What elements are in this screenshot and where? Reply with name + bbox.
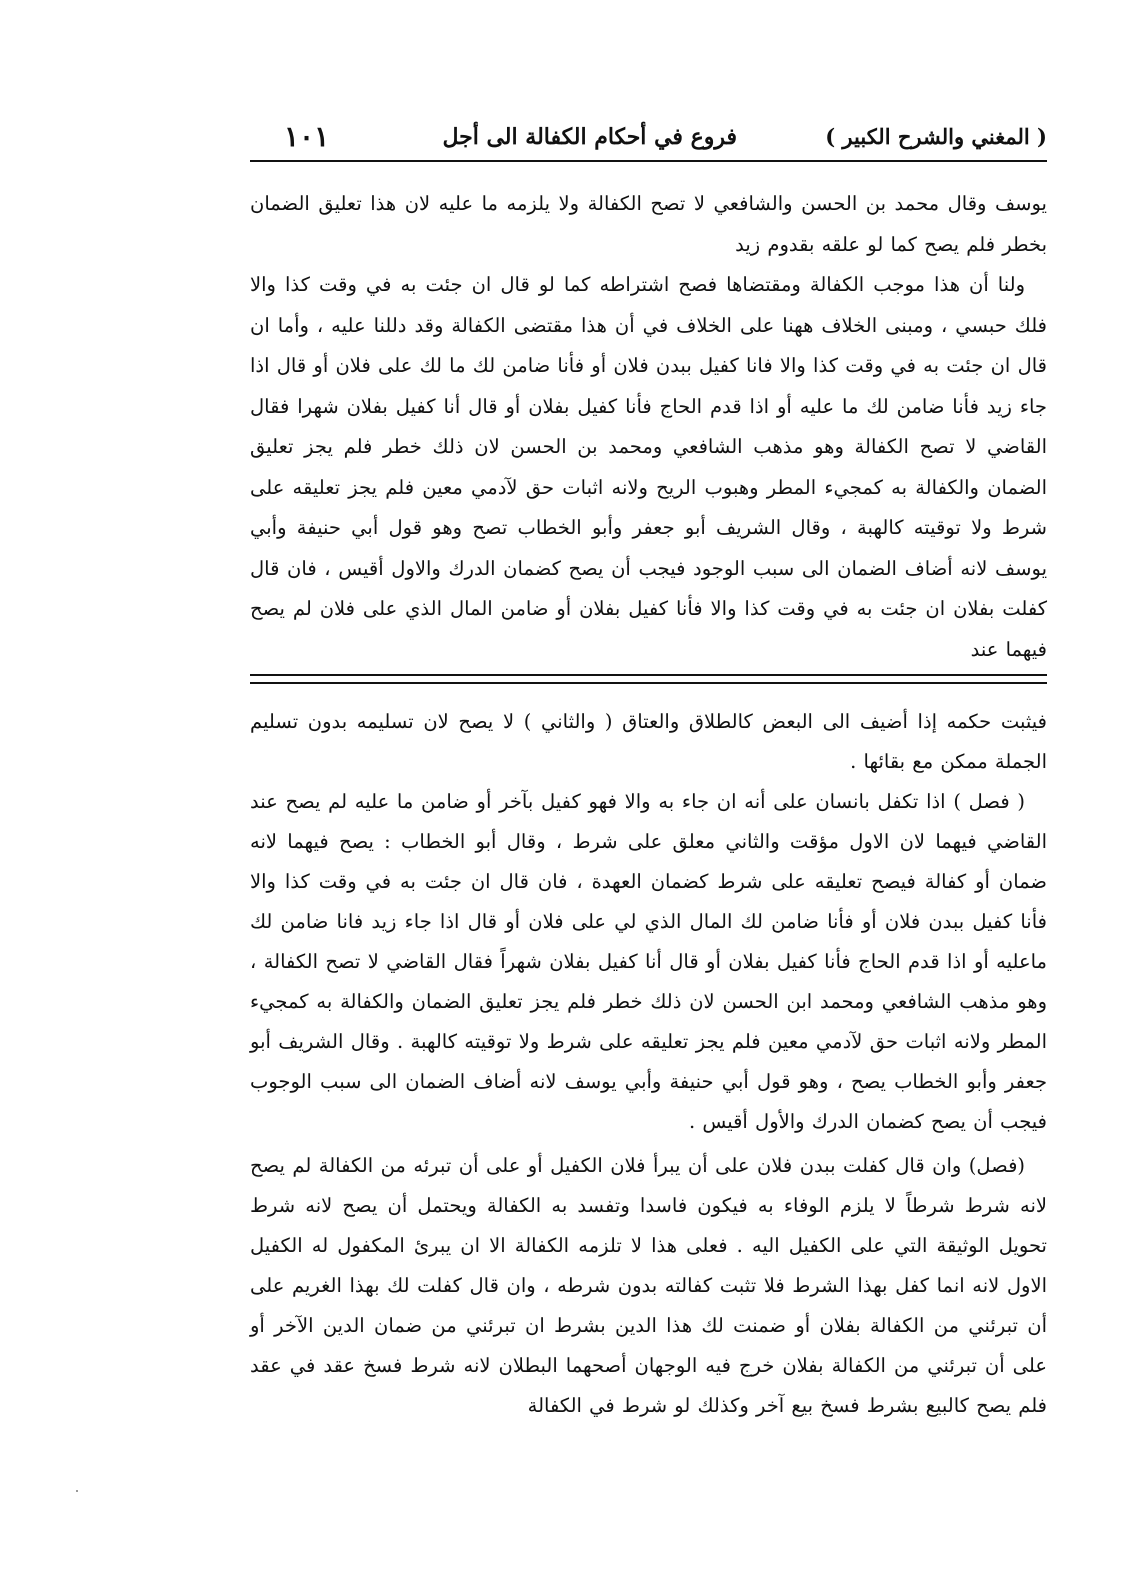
lower-text-section <box>250 702 1047 1426</box>
header-rule <box>250 160 1047 162</box>
paragraph: فيثبت حكمه إذا أضيف الى البعض كالطلاق والعتاق ( والثاني ) لا يصح لان تسليمه بدون تسليم الجملة ممكن مع بقائها . <box>250 710 1047 773</box>
paragraph: يوسف وقال محمد بن الحسن والشافعي لا تصح الكفالة ولا يلزمه ما عليه لان هذا تعليق الضمان بخطر فلم يصح كما لو علقه بقدوم زيد <box>250 192 1047 256</box>
page-number: ١٠١ <box>284 120 330 153</box>
upper-text-section <box>250 184 1047 670</box>
running-header <box>250 118 1047 168</box>
page-content <box>250 118 1047 1417</box>
paragraph: ( فصل ) اذا تكفل بانسان على أنه ان جاء به والا فهو كفيل بآخر أو ضامن ما عليه لم يصح عند القاضي فيهما لان الاول مؤقت والثاني معلق على شرط ، وقال أبو الخطاب : يصح فيهما لانه ضمان أو كفالة فيصح تعليقه على شرط كضمان العهدة ، فان قال ان جئت به في وقت كذا والا فأنا كفيل ببدن فلان أو فأنا ضامن لك المال الذي لي على فلان أو قال اذا جاء زيد فانا ضامن لك ماعليه أو اذا قدم الحاج فأنا كفيل بفلان أو قال أنا كفيل بفلان شهراً فقال القاضي لا تصح الكفالة ، وهو مذهب الشافعي ومحمد ابن الحسن لان ذلك خطر فلم يجز تعليق الضمان والكفالة به كمجيء المطر ولانه اثبات حق لآدمي معين فلم يجز تعليقه على شرط ولا توقيته كالهبة . وقال الشريف أبو جعفر وأبو الخطاب يصح ، وهو قول أبي حنيفة وأبي يوسف لانه أضاف الضمان الى سبب الوجوب فيجب أن يصح كضمان الدرك والأول أقيس . <box>250 790 1047 1133</box>
paragraph: ولنا أن هذا موجب الكفالة ومقتضاها فصح اشتراطه كما لو قال ان جئت به في وقت كذا والا فلك حبسي ، ومبنى الخلاف ههنا على الخلاف في أن هذا مقتضى الكفالة وقد دللنا عليه ، وأما ان قال ان جئت به في وقت كذا والا فانا كفيل ببدن فلان أو فأنا ضامن لك ما لك على فلان أو قال اذا جاء زيد فأنا ضامن لك ما عليه أو اذا قدم الحاج فأنا كفيل بفلان أو قال أنا كفيل بفلان شهرا فقال القاضي لا تصح الكفالة وهو مذهب الشافعي ومحمد بن الحسن لان ذلك خطر فلم يجز تعليق الضمان والكفالة به كمجيء المطر وهبوب الريح ولانه اثبات حق لآدمي معين فلم يجز تعليقه على شرط ولا توقيته كالهبة ، وقال الشريف أبو جعفر وأبو الخطاب تصح وهو قول أبي حنيفة وأبي يوسف لانه أضاف الضمان الى سبب الوجود فيجب أن يصح كضمان الدرك والاول أقيس ، فان قال كفلت بفلان ان جئت به في وقت كذا والا فأنا كفيل بفلان أو ضامن المال الذي على فلان لم يصح فيهما عند <box>250 273 1047 661</box>
scan-speck <box>76 1490 78 1492</box>
book-title: ( المغني والشرح الكبير ) <box>825 124 1047 149</box>
chapter-title: فروع في أحكام الكفالة الى أجل <box>442 124 737 150</box>
section-divider <box>250 674 1047 684</box>
paragraph: (فصل) وان قال كفلت ببدن فلان على أن يبرأ فلان الكفيل أو على أن تبرئه من الكفالة لم يصح لانه شرط شرطاً لا يلزم الوفاء به فيكون فاسدا وتفسد به الكفالة ويحتمل أن يصح لانه شرط تحويل الوثيقة التي على الكفيل اليه . فعلى هذا لا تلزمه الكفالة الا ان يبرئ المكفول له الكفيل الاول لانه انما كفل بهذا الشرط فلا تثبت كفالته بدون شرطه ، وان قال كفلت لك بهذا الغريم على أن تبرئني من الكفالة بفلان أو ضمنت لك هذا الدين بشرط ان تبرئني من ضمان الدين الآخر أو على أن تبرئني من الكفالة بفلان خرج فيه الوجهان أصحهما البطلان لانه شرط فسخ عقد في عقد فلم يصح كالبيع بشرط فسخ بيع آخر وكذلك لو شرط في الكفالة <box>250 1154 1047 1417</box>
